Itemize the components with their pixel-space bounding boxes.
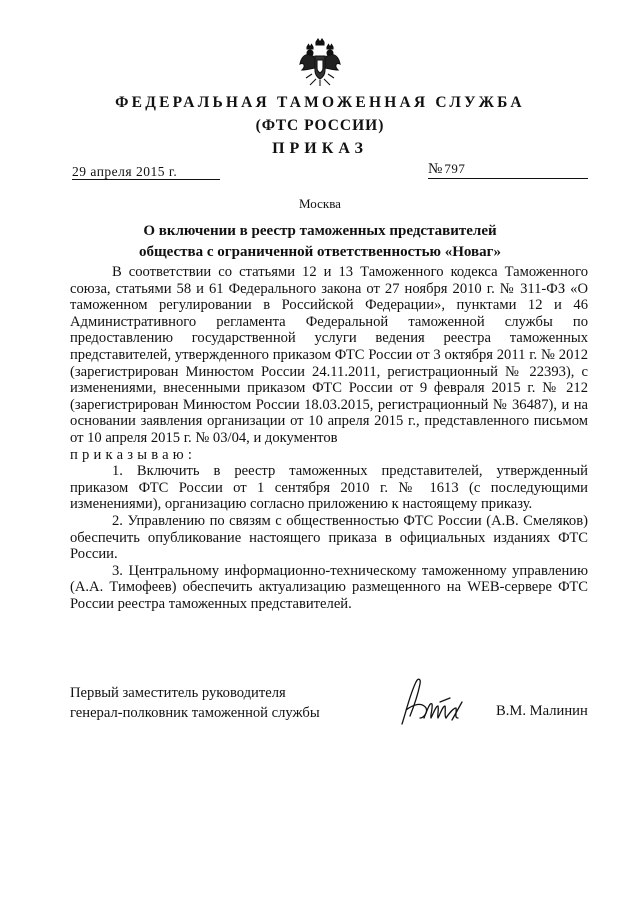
order-word: приказываю: xyxy=(70,446,197,463)
order-body xyxy=(70,264,588,612)
order-item-1: 1. Включить в реестр таможенных представителей, утвержденный приказом ФТС России от 1 сентября 2010 г. № 1613 (с последующими изменениями), организацию согласно приложению к настоящему приказу. xyxy=(70,463,588,513)
signatory-position-line-1: Первый заместитель руководителя xyxy=(70,685,286,701)
agency-name: ФЕДЕРАЛЬНАЯ ТАМОЖЕННАЯ СЛУЖБА xyxy=(115,94,525,111)
document-title-line-1: О включении в реестр таможенных представителей xyxy=(143,223,497,239)
order-item-3: 3. Центральному информационно-техническому таможенному управлению (А.А. Тимофеев) обеспечить актуализацию размещенного на WEB-сервере ФТС России реестра таможенных представителей. xyxy=(70,562,588,612)
order-date: 29 апреля 2015 г. xyxy=(72,164,220,180)
handwritten-signature-icon xyxy=(396,672,468,732)
preamble-paragraph: В соответствии со статьями 12 и 13 Таможенного кодекса Таможенного союза, статьями 58 и 61 Федерального закона от 27 ноября 2010 г. № 311-ФЗ «О таможенном регулировании в Российской Федерации», пунктами 12 и 46 Административного регламента Федеральной таможенной службы по предоставлению государственной услуги ведения реестра таможенных представителей, утвержденного приказом ФТС России от 3 октября 2011 г. № 2012 (зарегистрирован Минюстом России 24.11.2011, регистрационный № 22393), с изменениями, внесенными приказом ФТС России от 9 февраля 2015 г. № 212 (зарегистрирован Минюстом России 18.03.2015, регистрационный № 36487), и на основании заявления организации от 10 апреля 2015 г., представленного письмом от 10 апреля 2015 г. № 03/04, и документов xyxy=(70,264,588,446)
city: Москва xyxy=(299,196,341,211)
number-sign: № xyxy=(428,161,443,177)
signatory-position-line-2: генерал-полковник таможенной службы xyxy=(70,705,320,721)
document-type: ПРИКАЗ xyxy=(272,140,368,157)
signatory-position xyxy=(70,683,320,723)
order-number: 797 xyxy=(444,161,466,176)
order-number-field xyxy=(428,160,588,179)
agency-abbreviation: (ФТС РОССИИ) xyxy=(255,117,385,134)
order-item-2: 2. Управлению по связям с общественностью ФТС России (А.В. Смеляков) обеспечить опубликование настоящего приказа в официальных изданиях ФТС России. xyxy=(70,512,588,563)
signatory-name: В.М. Малинин xyxy=(496,703,588,719)
document-title-line-2: общества с ограниченной ответственностью «Новаг» xyxy=(139,244,501,260)
double-headed-eagle-emblem-icon xyxy=(298,38,342,88)
document-title xyxy=(0,221,640,263)
